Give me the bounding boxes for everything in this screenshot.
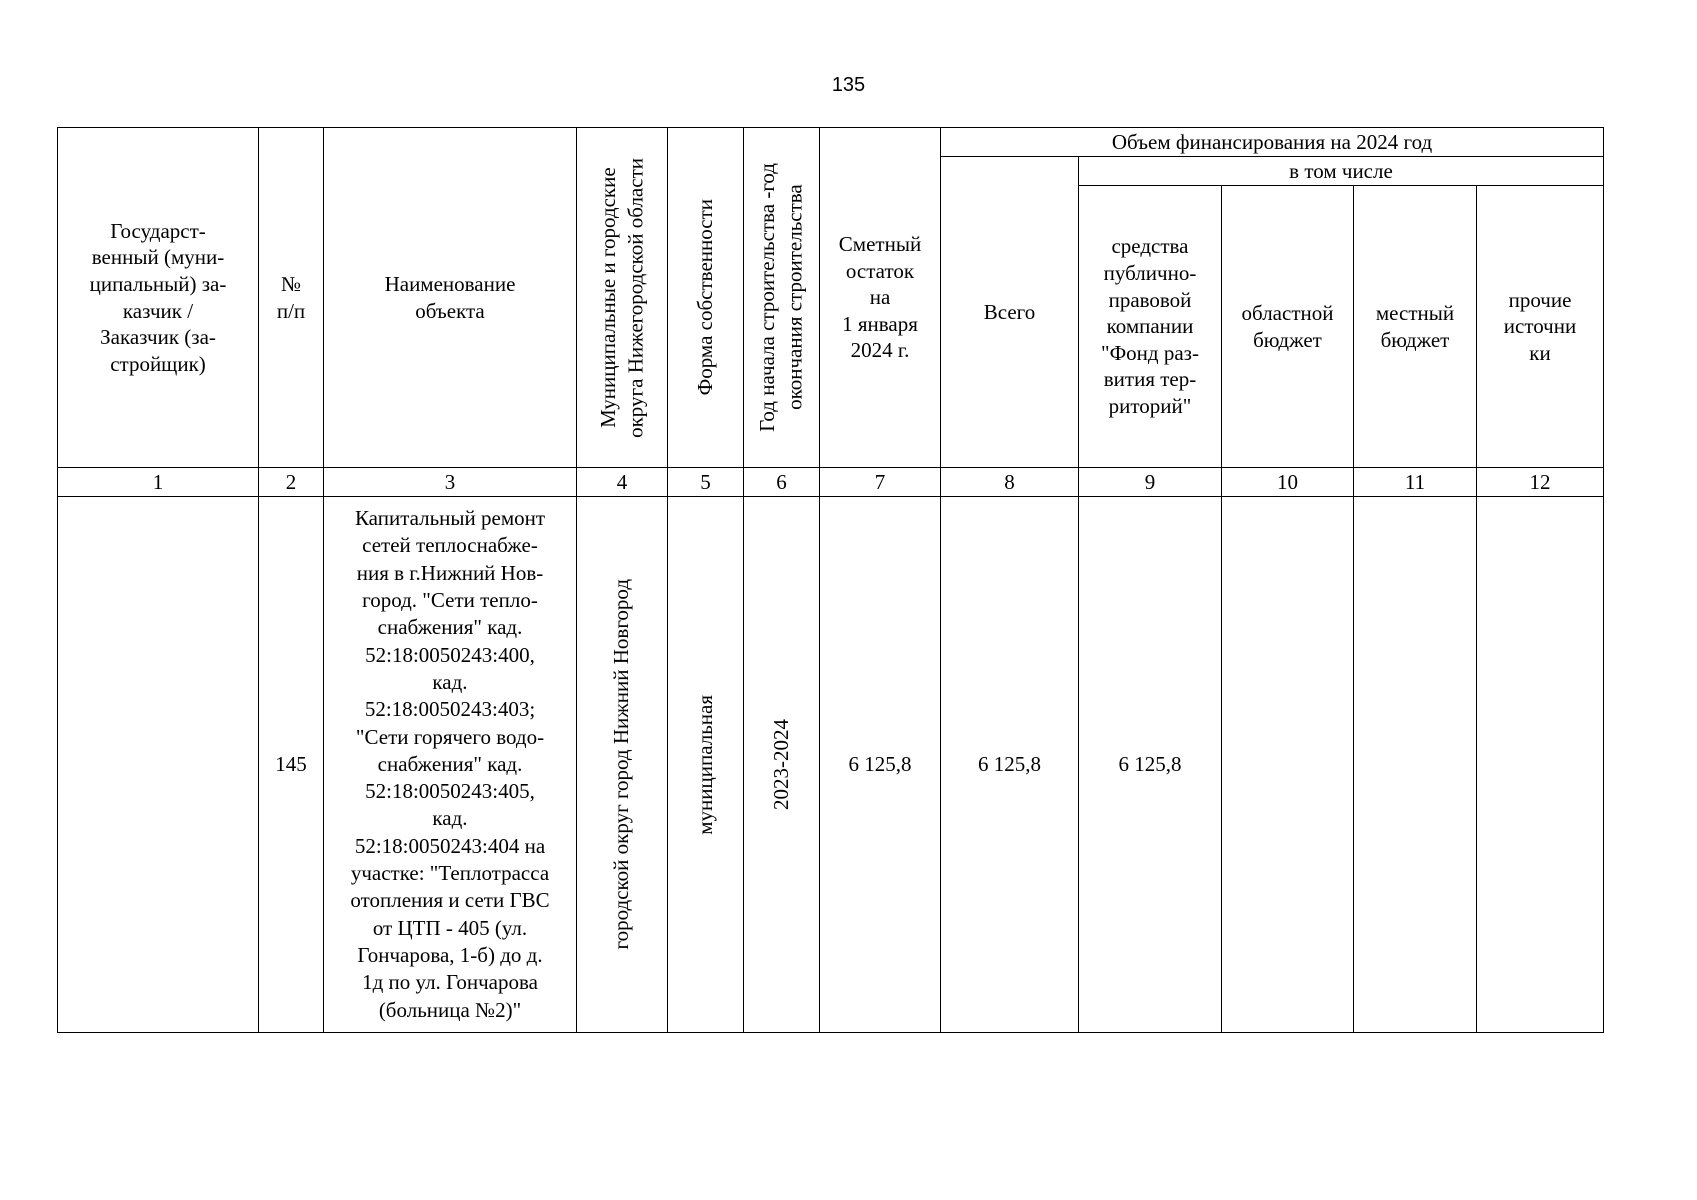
row-regional [1222,497,1354,1033]
row-object-name: Капитальный ремонт сетей теплоснабже- ния в г.Нижний Нов- город. "Сети тепло- снабжения" кад. 52:18:0050243:400, кад. 52:18:0050243:403; "Сети горячего водо- снабжения" кад. 52:18:0050243:405, кад. 52:18:0050243:404 на участке: "Теплотрасса отопления и сети ГВС от ЦТП - 405 (ул. Гончарова, 1-б) до д. 1д по ул. Гончарова (больница №2)" [324,497,577,1033]
column-numbers-row [58,468,1604,497]
row-number: 145 [259,497,324,1033]
header-funding-title: Объем финансирования на 2024 год [941,128,1604,157]
row-local [1354,497,1477,1033]
header-object-name: Наименование объекта [324,128,577,468]
column-number: 2 [259,468,324,497]
header-row-1 [58,128,1604,157]
header-years: Год начала строительства -год окончания строительства [755,163,807,432]
row-municipality: городской округ город Нижний Новгород [609,579,634,950]
header-municipality-cell [577,128,668,468]
column-number: 6 [744,468,820,497]
header-ownership-cell [668,128,744,468]
column-number: 10 [1222,468,1354,497]
column-number: 7 [820,468,941,497]
row-municipality-cell [577,497,668,1033]
header-including: в том числе [1079,157,1604,186]
column-number: 11 [1354,468,1477,497]
column-number: 9 [1079,468,1222,497]
table-row [58,497,1604,1033]
column-number: 4 [577,468,668,497]
header-other: прочие источни ки [1477,186,1604,468]
row-ownership-cell [668,497,744,1033]
row-total: 6 125,8 [941,497,1079,1033]
column-number: 1 [58,468,259,497]
row-years-cell [744,497,820,1033]
header-years-cell [744,128,820,468]
row-ownership: муниципальная [692,694,717,835]
column-number: 8 [941,468,1079,497]
row-customer [58,497,259,1033]
header-customer: Государст- венный (муни- ципальный) за- казчик / Заказчик (за- стройщик) [58,128,259,468]
row-fund: 6 125,8 [1079,497,1222,1033]
page-number: 135 [831,74,866,96]
header-balance: Сметный остаток на 1 января 2024 г. [820,128,941,468]
row-balance: 6 125,8 [820,497,941,1033]
column-number: 5 [668,468,744,497]
header-regional: областной бюджет [1222,186,1354,468]
column-number: 12 [1477,468,1604,497]
construction-budget-table [57,127,1604,1033]
column-number: 3 [324,468,577,497]
header-number: № п/п [259,128,324,468]
header-ownership: Форма собственности [692,199,717,396]
header-total: Всего [941,157,1079,468]
row-years: 2023-2024 [768,719,793,810]
header-fund: средства публично- правовой компании "Фонд раз- вития тер- риторий" [1079,186,1222,468]
row-other [1477,497,1604,1033]
header-municipality: Муниципальные и городские округа Нижегородской области [595,157,647,438]
header-local: местный бюджет [1354,186,1477,468]
